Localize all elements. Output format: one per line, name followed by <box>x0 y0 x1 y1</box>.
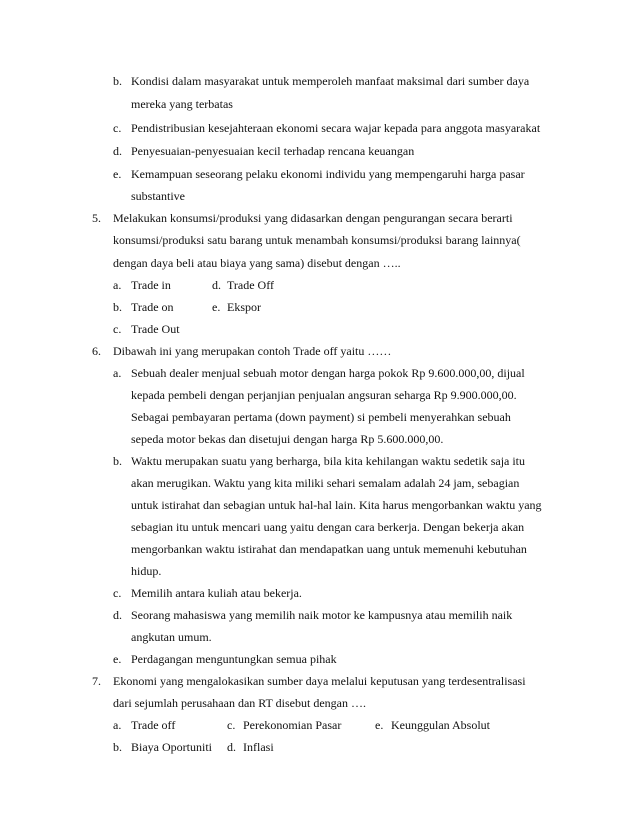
prev-option-d-label: d. <box>113 144 122 158</box>
q6-option-b-line-1: Waktu merupakan suatu yang berharga, bila kita kehilangan waktu sedetik saja itu <box>131 454 526 468</box>
q5-line-3: dengan daya beli atau biaya yang sama) disebut dengan ….. <box>113 256 401 270</box>
q7-option-a-label: a. <box>113 718 122 732</box>
q7-option-b-label: b. <box>113 740 122 754</box>
q7-line-2: dari sejumlah perusahaan dan RT disebut dengan …. <box>113 696 366 710</box>
q6-line-1: Dibawah ini yang merupakan contoh Trade off yaitu …… <box>113 344 392 358</box>
q6-option-e-line-1: Perdagangan menguntungkan semua pihak <box>131 652 337 666</box>
q6-option-a-line-4: sepeda motor bekas dan disetujui dengan harga Rp 5.600.000,00. <box>131 432 444 446</box>
q5-option-e-text: Ekspor <box>227 300 261 314</box>
q5-number: 5. <box>92 211 101 225</box>
q7-option-d-label: d. <box>227 740 236 754</box>
q6-option-d-label: d. <box>113 608 122 622</box>
q7-option-a-text: Trade off <box>131 718 176 732</box>
q6-option-a-line-3: Sebagai pembayaran pertama (down payment) si pembeli menyerahkan sebuah <box>131 410 511 424</box>
q7-line-1: Ekonomi yang mengalokasikan sumber daya melalui keputusan yang terdesentralisasi <box>113 674 526 688</box>
q5-option-b-label: b. <box>113 300 122 314</box>
q6-option-c-line-1: Memilih antara kuliah atau bekerja. <box>131 586 302 600</box>
prev-option-b-label: b. <box>113 74 122 88</box>
q5-option-b-text: Trade on <box>131 300 174 314</box>
q6-option-b-line-6: hidup. <box>131 564 162 578</box>
prev-option-e-line-1: Kemampuan seseorang pelaku ekonomi individu yang mempengaruhi harga pasar <box>131 167 525 181</box>
q5-option-c-text: Trade Out <box>131 322 180 336</box>
q6-option-b-line-4: sebagian itu untuk mencari uang yaitu dengan cara berkerja. Dengan bekerja akan <box>131 520 525 534</box>
q7-option-e-label: e. <box>375 718 384 732</box>
q5-option-a-text: Trade in <box>131 278 171 292</box>
prev-option-b-line-1: Kondisi dalam masyarakat untuk memperoleh manfaat maksimal dari sumber daya <box>131 74 530 88</box>
prev-option-e-line-2: substantive <box>131 189 185 203</box>
q5-option-e-label: e. <box>212 300 221 314</box>
prev-option-e-label: e. <box>113 167 122 181</box>
prev-option-c-line-1: Pendistribusian kesejahteraan ekonomi secara wajar kepada para anggota masyarakat <box>131 121 541 135</box>
q5-option-d-text: Trade Off <box>227 278 274 292</box>
q7-option-c-label: c. <box>227 718 236 732</box>
prev-option-d-line-1: Penyesuaian-penyesuaian kecil terhadap rencana keuangan <box>131 144 415 158</box>
q6-option-a-line-1: Sebuah dealer menjual sebuah motor dengan harga pokok Rp 9.600.000,00, dijual <box>131 366 525 380</box>
q6-option-b-line-5: mengorbankan waktu istirahat dan mendapatkan uang untuk memenuhi kebutuhan <box>131 542 527 556</box>
q7-number: 7. <box>92 674 101 688</box>
q6-option-b-line-3: untuk istirahat dan sebagian untuk hal-hal lain. Kita harus mengorbankan waktu yang <box>131 498 542 512</box>
q7-option-e-text: Keunggulan Absolut <box>391 718 490 732</box>
q7-option-c-text: Perekonomian Pasar <box>243 718 342 732</box>
q5-line-1: Melakukan konsumsi/produksi yang didasarkan dengan pengurangan secara berarti <box>113 211 513 225</box>
q5-line-2: konsumsi/produksi satu barang untuk menambah konsumsi/produksi barang lainnya( <box>113 233 521 247</box>
q6-option-d-line-2: angkutan umum. <box>131 630 212 644</box>
q6-option-e-label: e. <box>113 652 122 666</box>
q6-option-c-label: c. <box>113 586 122 600</box>
q6-option-b-label: b. <box>113 454 122 468</box>
q7-option-d-text: Inflasi <box>243 740 274 754</box>
q6-option-d-line-1: Seorang mahasiswa yang memilih naik motor ke kampusnya atau memilih naik <box>131 608 513 622</box>
q6-option-a-line-2: kepada pembeli dengan perjanjian penjualan angsuran seharga Rp 9.900.000,00. <box>131 388 517 402</box>
q7-option-b-text: Biaya Oportuniti <box>131 740 212 754</box>
q5-option-a-label: a. <box>113 278 122 292</box>
q5-option-d-label: d. <box>212 278 221 292</box>
q6-option-b-line-2: akan merugikan. Waktu yang kita miliki sehari semalam adalah 24 jam, sebagian <box>131 476 520 490</box>
prev-option-b-line-2: mereka yang terbatas <box>131 97 233 111</box>
q5-option-c-label: c. <box>113 322 122 336</box>
q6-number: 6. <box>92 344 101 358</box>
prev-option-c-label: c. <box>113 121 122 135</box>
q6-option-a-label: a. <box>113 366 122 380</box>
